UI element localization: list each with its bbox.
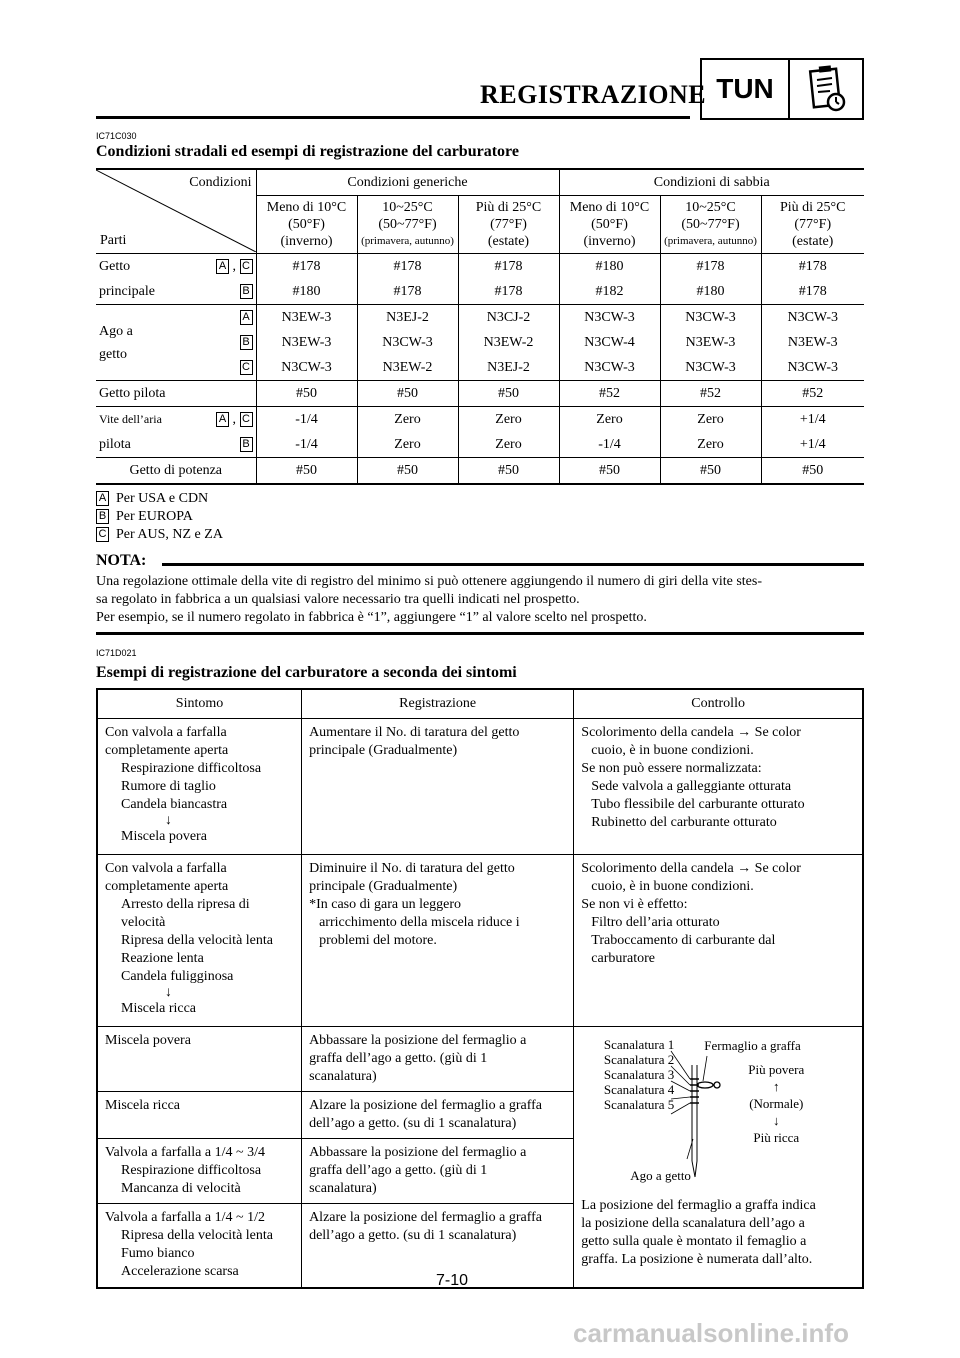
header-rule (96, 116, 690, 119)
table-cell: #178 (357, 254, 458, 280)
clip-label: Fermaglio a graffa (704, 1038, 801, 1053)
table-cell: N3CW-3 (761, 305, 864, 331)
table-cell: #178 (357, 279, 458, 305)
adjustment-cell: Alzare la posizione del fermaglio a graffa dell’ago a getto. (su di 1 scanalatura) (302, 1204, 574, 1288)
table-cell: #50 (256, 381, 357, 407)
symptom-cell: Valvola a farfalla a 1/4 ~ 3/4 Respirazione difficoltosa Mancanza di velocità (97, 1139, 302, 1204)
table-cell: N3CW-3 (559, 305, 660, 331)
marker-cell: B (188, 330, 256, 355)
table-cell: N3CW-3 (660, 355, 761, 381)
table-cell: #178 (458, 254, 559, 280)
table-cell: N3EW-2 (458, 330, 559, 355)
column-header: Controllo (574, 689, 863, 719)
table-cell: Zero (458, 407, 559, 433)
table-cell: N3CJ-2 (458, 305, 559, 331)
corner-parts-label: Parti (100, 233, 127, 248)
marker-cell: A , C (188, 407, 256, 433)
row-label: pilota (96, 432, 188, 458)
table-cell: #50 (357, 458, 458, 485)
table-cell: N3CW-3 (761, 355, 864, 381)
table-cell: #180 (660, 279, 761, 305)
page-title: REGISTRAZIONE (480, 80, 707, 109)
adjustment-cell: Abbassare la posizione del fermaglio a graffa dell’ago a getto. (giù di 1 scanalatura) (302, 1027, 574, 1092)
table-cell: #180 (256, 279, 357, 305)
check-cell: Scolorimento della candela → Se color cuoio, è in buone condizioni. Se non vi è effetto: Filtro dell’aria otturato Traboccamento di carburante dal carburatore (574, 855, 863, 1027)
table-cell: #182 (559, 279, 660, 305)
row-label: Getto pilota (96, 381, 256, 407)
table-cell: N3CW-4 (559, 330, 660, 355)
table-cell: N3EJ-2 (357, 305, 458, 331)
clipboard-stopwatch-icon (790, 60, 862, 118)
needle-label: Ago a getto (630, 1168, 691, 1183)
page-number: 7-10 (436, 1272, 469, 1289)
note-text: Una regolazione ottimale della vite di registro del minimo si può ottenere aggiungendo il numero di giri della vite stes- sa regolato in fabbrica a un qualsiasi valore necessario tra quelli indicati nel prospetto. Per esempio, se il numero regolato in fabbrica è “1”, aggiungere “1” al valore scelto nel prospetto. (96, 574, 762, 625)
table-cell: #52 (761, 381, 864, 407)
carburetor-settings-table (96, 168, 864, 485)
row-label: Getto (96, 254, 188, 280)
row-label: principale (96, 279, 188, 305)
table-cell: N3CW-3 (559, 355, 660, 381)
table-cell: N3EJ-2 (458, 355, 559, 381)
condition-header: Più di 25°C (77°F) (estate) (761, 196, 864, 254)
watermark: carmanualsonline.info (573, 1318, 849, 1348)
table-cell: #178 (761, 279, 864, 305)
table-cell: -1/4 (256, 432, 357, 458)
marker-cell: A (188, 305, 256, 331)
table-cell: #50 (256, 458, 357, 485)
table-cell: N3CW-3 (256, 355, 357, 381)
table-cell: #50 (357, 381, 458, 407)
row-label: Vite dell’aria (96, 407, 188, 433)
table-cell: N3CW-3 (357, 330, 458, 355)
region-legend (96, 490, 223, 544)
table-cell: #50 (458, 381, 559, 407)
symptom-cell: Miscela povera (97, 1027, 302, 1092)
table-cell: #178 (660, 254, 761, 280)
table-cell: #50 (761, 458, 864, 485)
adjustment-cell: Abbassare la posizione del fermaglio a graffa dell’ago a getto. (giù di 1 scanalatura) (302, 1139, 574, 1204)
table-cell: +1/4 (761, 407, 864, 433)
table-cell: N3EW-2 (357, 355, 458, 381)
table-cell: #52 (660, 381, 761, 407)
symptom-cell: Valvola a farfalla a 1/4 ~ 1/2 Ripresa della velocità lenta Fumo bianco Accelerazione scarsa (97, 1204, 302, 1288)
marker-cell: C (188, 355, 256, 381)
group-sand-header: Condizioni di sabbia (559, 169, 864, 196)
corner-conditions-label: Condizioni (189, 175, 252, 190)
adjustment-cell: Alzare la posizione del fermaglio a graffa dell’ago a getto. (su di 1 scanalatura) (302, 1092, 574, 1139)
group-generic-header: Condizioni generiche (256, 169, 559, 196)
table-cell: #178 (458, 279, 559, 305)
groove-labels: Scanalatura 1 Scanalatura 2 Scanalatura 3 Scanalatura 4 Scanalatura 5 (603, 1037, 675, 1112)
section-title: Esempi di registrazione del carburatore a seconda dei sintomi (96, 664, 517, 681)
section-code: IC71D021 (96, 648, 137, 658)
symptom-cell: Con valvola a farfalla completamente aperta Arresto della ripresa di velocità Ripresa della velocità lenta Reazione lenta Candela fuligginosa ↓ Miscela ricca (97, 855, 302, 1027)
check-cell: Scolorimento della candela → Se color cuoio, è in buone condizioni. Se non può essere normalizzata: Sede valvola a galleggiante otturata Tubo flessibile del carburante otturato Rubinetto del carburante otturato (574, 719, 863, 855)
condition-header: 10~25°C (50~77°F) (primavera, autunno) (357, 196, 458, 254)
table-cell: -1/4 (559, 432, 660, 458)
symptom-table (96, 688, 864, 1289)
table-cell: N3CW-3 (660, 305, 761, 331)
table-cell: Zero (559, 407, 660, 433)
table-cell: #178 (761, 254, 864, 280)
condition-header: Meno di 10°C (50°F) (inverno) (256, 196, 357, 254)
table-cell: N3EW-3 (761, 330, 864, 355)
column-header: Sintomo (97, 689, 302, 719)
table-cell: #178 (256, 254, 357, 280)
diagram-caption: La posizione del fermaglio a graffa indica la posizione della scanalatura dell’ago a getto sulla quale è montato il femaglio a graffa. La posizione è numerata dall’alto. (581, 1198, 816, 1267)
legend-item: C Per AUS, NZ e ZA (96, 526, 223, 544)
row-label: Getto di potenza (96, 458, 256, 485)
column-header: Registrazione (302, 689, 574, 719)
table-cell: N3EW-3 (256, 305, 357, 331)
table-cell: Zero (357, 432, 458, 458)
marker-cell: B (188, 432, 256, 458)
note-title: NOTA: (96, 552, 147, 569)
table-cell: -1/4 (256, 407, 357, 433)
row-label: Ago a getto (96, 305, 188, 381)
table-cell: Zero (660, 432, 761, 458)
table-cell: #52 (559, 381, 660, 407)
section-code: IC71C030 (96, 131, 137, 141)
condition-header: Meno di 10°C (50°F) (inverno) (559, 196, 660, 254)
symptom-cell: Miscela ricca (97, 1092, 302, 1139)
note-bottom-rule (96, 632, 864, 635)
clip-diagram-cell (574, 1027, 863, 1288)
table-cell: N3EW-3 (660, 330, 761, 355)
marker-cell: B (188, 279, 256, 305)
note-rule (162, 563, 864, 566)
table-cell: #50 (559, 458, 660, 485)
table-cell: +1/4 (761, 432, 864, 458)
corner-cell (96, 169, 256, 254)
table-cell: Zero (660, 407, 761, 433)
legend-item: A Per USA e CDN (96, 490, 223, 508)
table-cell: Zero (458, 432, 559, 458)
condition-header: Più di 25°C (77°F) (estate) (458, 196, 559, 254)
table-cell: #50 (660, 458, 761, 485)
table-cell: Zero (357, 407, 458, 433)
legend-item: B Per EUROPA (96, 508, 223, 526)
lean-rich-scale: Più povera ↑ (Normale) ↓ Più ricca (748, 1062, 805, 1145)
table-cell: N3EW-3 (256, 330, 357, 355)
table-cell: #50 (458, 458, 559, 485)
badge-label: TUN (702, 60, 790, 118)
section-badge (700, 58, 864, 120)
section-title: Condizioni stradali ed esempi di registrazione del carburatore (96, 143, 519, 160)
marker-cell: A , C (188, 254, 256, 280)
adjustment-cell: Aumentare il No. di taratura del getto principale (Gradualmente) (302, 719, 574, 855)
table-cell: #180 (559, 254, 660, 280)
condition-header: 10~25°C (50~77°F) (primavera, autunno) (660, 196, 761, 254)
symptom-cell: Con valvola a farfalla completamente aperta Respirazione difficoltosa Rumore di taglio Candela biancastra ↓ Miscela povera (97, 719, 302, 855)
adjustment-cell: Diminuire il No. di taratura del getto principale (Gradualmente) *In caso di gara un leggero arricchimento della miscela riduce i problemi del motore. (302, 855, 574, 1027)
